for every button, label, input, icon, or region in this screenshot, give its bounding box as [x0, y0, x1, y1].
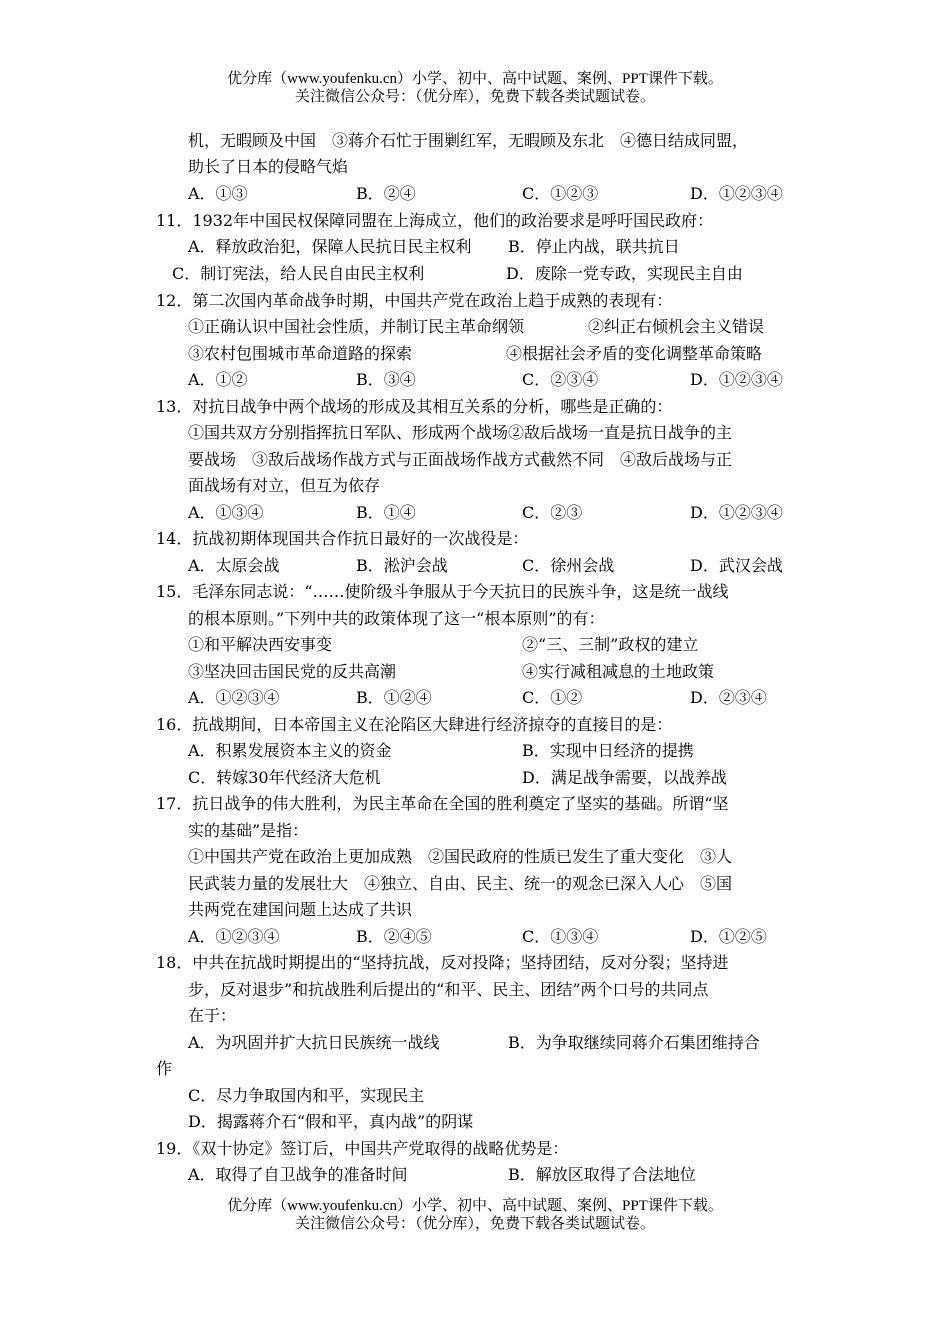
page-header — [0, 70, 950, 106]
q19-option-b: B．解放区取得了合法地位 — [508, 1165, 696, 1184]
q14-option-c: C．徐州会战 — [522, 556, 615, 575]
q15-option-a: A．①②③④ — [188, 688, 280, 707]
q17-line-2: 民武装力量的发展壮大 ④独立、自由、民主、统一的观念已深入人心 ⑤国 — [188, 874, 733, 893]
q12-option-b: B．③④ — [356, 370, 416, 389]
q12-option-d: D．①②③④ — [690, 370, 783, 389]
q19-option-a: A．取得了自卫战争的准备时间 — [188, 1165, 408, 1184]
q17-stem-line-2: 实的基础”是指： — [188, 821, 309, 840]
q15-option-c: C．①② — [522, 688, 583, 707]
q18-option-a: A．为巩固并扩大抗日民族统一战线 — [188, 1033, 440, 1052]
q15-option-b: B．①②④ — [356, 688, 432, 707]
q11-option-a: A．释放政治犯，保障人民抗日民主权利 — [188, 237, 472, 256]
header-line-1: 优分库（www.youfenku.cn）小学、初中、高中试题、案例、PPT课件下载。 — [227, 71, 723, 87]
q15-statement-4: ④实行减租减息的土地政策 — [522, 662, 715, 681]
q13-option-b: B．①④ — [356, 503, 416, 522]
q16-option-a: A．积累发展资本主义的资金 — [188, 741, 392, 760]
q16-option-d: D．满足战争需要，以战养战 — [522, 768, 727, 787]
q14-option-b: B．淞沪会战 — [356, 556, 448, 575]
q18-option-b: B．为争取继续同蒋介石集团维持合 — [508, 1033, 760, 1052]
q10-option-b: B．②④ — [356, 184, 416, 203]
q12-statement-1: ①正确认识中国社会性质，并制订民主革命纲领 — [188, 317, 525, 336]
q15-statement-1: ①和平解决西安事变 — [188, 635, 333, 654]
q15-option-d: D．②③④ — [690, 688, 767, 707]
q17-line-3: 共两党在建国问题上达成了共识 — [188, 900, 413, 919]
q18-stem-line-2: 步，反对退步”和抗战胜利后提出的“和平、民主、团结”两个口号的共同点 — [188, 980, 709, 999]
q10-cont-line-2: 助长了日本的侵略气焰 — [188, 157, 349, 176]
q18-option-b-wrap: 作 — [156, 1059, 173, 1078]
q12-statement-2: ②纠正右倾机会主义错误 — [588, 317, 765, 336]
q11-stem: 11．1932年中国民权保障同盟在上海成立，他们的政治要求是呼吁国民政府： — [156, 211, 714, 230]
q12-statement-3: ③农村包围城市革命道路的探索 — [188, 344, 413, 363]
q17-option-b: B．②④⑤ — [356, 927, 432, 946]
q13-option-a: A．①③④ — [188, 503, 264, 522]
q15-stem-line-1: 15．毛泽东同志说：“……使阶级斗争服从于今天抗日的民族斗争，这是统一战线 — [156, 582, 729, 601]
q10-cont-line-1: 机，无暇顾及中国 ③蒋介石忙于围剿红军，无暇顾及东北 ④德日结成同盟， — [188, 131, 749, 150]
q17-option-a: A．①②③④ — [188, 927, 280, 946]
q13-line-3: 面战场有对立，但互为依存 — [188, 476, 381, 495]
q10-option-c: C．①②③ — [522, 184, 599, 203]
q11-option-b: B．停止内战，联共抗日 — [508, 237, 680, 256]
q13-line-2: 要战场 ③敌后战场作战方式与正面战场作战方式截然不同 ④敌后战场与正 — [188, 450, 733, 469]
q16-option-c: C．转嫁30年代经济大危机 — [188, 768, 381, 787]
q13-stem: 13．对抗日战争中两个战场的形成及其相互关系的分析，哪些是正确的： — [156, 397, 673, 416]
q14-option-a: A．太原会战 — [188, 556, 280, 575]
footer-line-1: 优分库（www.youfenku.cn）小学、初中、高中试题、案例、PPT课件下载。 — [227, 1198, 723, 1214]
q12-option-c: C．②③④ — [522, 370, 599, 389]
q15-statement-3: ③坚决回击国民党的反共高潮 — [188, 662, 397, 681]
q13-line-1: ①国共双方分别指挥抗日军队、形成两个战场②敌后战场一直是抗日战争的主 — [188, 423, 733, 442]
q16-stem: 16．抗战期间，日本帝国主义在沦陷区大肆进行经济掠夺的直接目的是： — [156, 715, 673, 734]
header-line-2: 关注微信公众号：（优分库），免费下载各类试题试卷。 — [294, 89, 655, 105]
q11-option-d: D．废除一党专政，实现民主自由 — [506, 264, 743, 283]
q10-option-d: D．①②③④ — [690, 184, 783, 203]
footer-line-2: 关注微信公众号：（优分库），免费下载各类试题试卷。 — [294, 1216, 655, 1232]
q17-option-c: C．①③④ — [522, 927, 599, 946]
q11-option-c: C．制订宪法，给人民自由民主权利 — [172, 264, 425, 283]
q16-option-b: B．实现中日经济的提携 — [522, 741, 694, 760]
q17-line-1: ①中国共产党在政治上更加成熟 ②国民政府的性质已发生了重大变化 ③人 — [188, 847, 733, 866]
q18-option-d: D．揭露蒋介石“假和平，真内战”的阴谋 — [188, 1112, 474, 1131]
q15-statement-2: ②“三、三制”政权的建立 — [522, 635, 699, 654]
q13-option-c: C．②③ — [522, 503, 583, 522]
q17-stem-line-1: 17．抗日战争的伟大胜利，为民主革命在全国的胜利奠定了坚实的基础。所谓“坚 — [156, 794, 729, 813]
q18-option-c: C．尽力争取国内和平，实现民主 — [188, 1086, 425, 1105]
q14-stem: 14．抗战初期体现国共合作抗日最好的一次战役是： — [156, 529, 529, 548]
q18-stem-line-3: 在于： — [188, 1006, 237, 1025]
q13-option-d: D．①②③④ — [690, 503, 783, 522]
page-footer — [0, 1197, 950, 1233]
q12-stem: 12．第二次国内革命战争时期，中国共产党在政治上趋于成熟的表现有： — [156, 291, 673, 310]
q10-option-a: A．①③ — [188, 184, 248, 203]
q17-option-d: D．①②⑤ — [690, 927, 767, 946]
q12-statement-4: ④根据社会矛盾的变化调整革命策略 — [506, 344, 763, 363]
q15-stem-line-2: 的根本原则。”下列中共的政策体现了这一“根本原则”的有： — [188, 609, 605, 628]
q12-option-a: A．①② — [188, 370, 248, 389]
q19-stem: 19．《双十协定》签订后，中国共产党取得的战略优势是： — [156, 1139, 569, 1158]
q18-stem-line-1: 18．中共在抗战时期提出的“坚持抗战，反对投降；坚持团结，反对分裂；坚持进 — [156, 953, 729, 972]
q14-option-d: D．武汉会战 — [690, 556, 783, 575]
